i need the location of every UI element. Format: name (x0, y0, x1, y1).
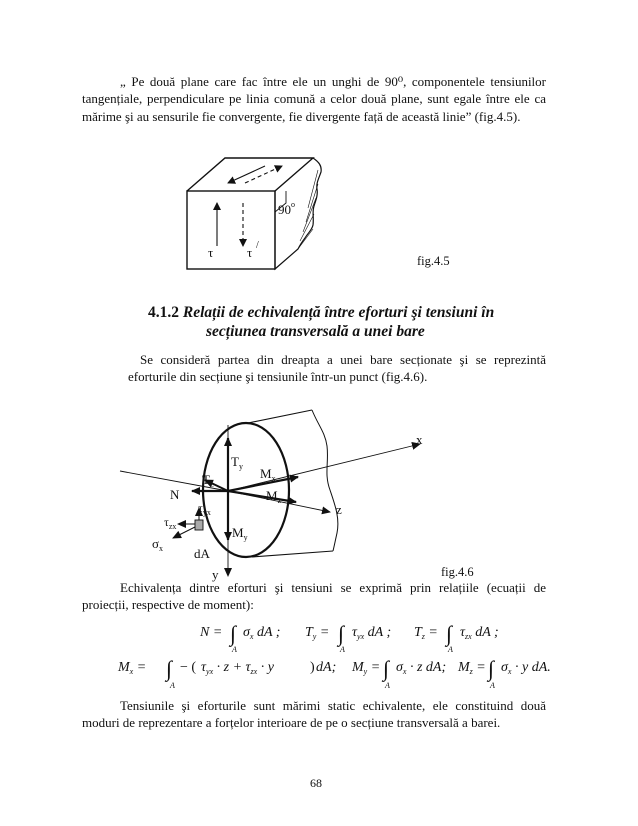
tau-zx-label: $\tau_{zx}$ (164, 515, 177, 531)
my-label: $M_y$ (232, 525, 248, 542)
svg-text:σx dA ;: $\sigma_x$ dA ; (243, 625, 281, 641)
svg-text:Tz =: $T_z$ = (414, 625, 438, 641)
svg-text:σx · y dA.: $\sigma_x \cdot y$ dA. (501, 660, 551, 676)
paragraph-intro-text: „ Pe două plane care fac între ele un unghi de 90⁰, componentele tensiunilor tangențiale, perpendiculare pe linia comună a celor două plane, sunt egale între ele ca mărime şi au sensurile fie convergente, fie divergente față de această linie” (fig.4.5). (82, 74, 546, 124)
n-label: N (170, 487, 180, 502)
page-number: 68 (310, 776, 322, 790)
svg-text:∫: ∫ (338, 621, 345, 646)
svg-text:∫: ∫ (383, 656, 390, 681)
svg-text:Mx =: $M_x$ = (118, 660, 147, 676)
y-axis-label: y (212, 567, 219, 582)
svg-text:Ty =: $T_y$ = (305, 625, 330, 641)
svg-text:τyx dA ;: $\tau_{yx}$ dA ; (352, 625, 392, 641)
svg-text:∫: ∫ (446, 621, 453, 646)
svg-text:∫: ∫ (230, 621, 237, 646)
tau-right-prime: / (256, 240, 259, 251)
paragraph-setup-text: Se consideră partea din dreapta a unei bare secționate şi se reprezintă eforturile din secțiune şi tensiunile într-un punct (fig.4.6). (128, 352, 546, 385)
paragraph-conclusion-text: Tensiunile şi eforturile sunt mărimi static echivalente, ele constituind două moduri de reprezentare a forțelor interioare de pe o secțiune transversală a barei. (82, 698, 546, 731)
svg-text:N =: N = (200, 625, 223, 640)
section-title-line1: Relații de echivalență între eforturi şi tensiuni în (182, 304, 495, 321)
x-axis-label: x (416, 432, 423, 447)
svg-text:A: A (385, 681, 390, 690)
svg-text:σx · z dA;: $\sigma_x \cdot z$ dA; (396, 660, 447, 676)
svg-text:− (: − ( (180, 660, 197, 675)
svg-text:A: A (490, 681, 495, 690)
tau-right-label: τ (247, 245, 253, 260)
svg-text:dA;: dA; (316, 660, 337, 675)
angle-label: 90$^o$ (278, 200, 295, 217)
svg-text:τzx dA ;: $\tau_{zx}$ dA ; (460, 625, 499, 641)
figure-4-5-caption: fig.4.5 (417, 254, 450, 268)
tau-left-label: τ (208, 245, 214, 260)
mx-label: $M_x$ (260, 466, 276, 483)
svg-text:My =: $M_y$ = (352, 660, 381, 676)
mz-label: $M_z$ (266, 488, 282, 505)
svg-text:): ) (310, 660, 315, 675)
tau-yx-label: $\tau_{yx}$ (198, 501, 211, 517)
z-axis-label: z (336, 502, 342, 517)
svg-text:A: A (170, 681, 175, 690)
section-title-line2: secțiunea transversală a unei bare (206, 323, 425, 340)
svg-text:∫: ∫ (166, 656, 173, 681)
da-label: dA (194, 546, 210, 561)
paragraph-equivalence-text: Echivalența dintre eforturi şi tensiuni se exprimă prin relațiile (ecuații de proiecții, respective de moment): (82, 580, 546, 613)
svg-text:Mz =: $M_z$ = (458, 660, 486, 676)
ty-label: $T_y$ (231, 454, 243, 471)
svg-text:τyx · z + τzx · y: $\tau_{yx} \cdot z + \tau_{zx} \cdot y$ (201, 660, 274, 676)
svg-text:∫: ∫ (488, 656, 495, 681)
paragraph-conclusion (82, 697, 546, 732)
section-number: 4.1.2 (148, 304, 179, 321)
tz-label: $T_z$ (202, 472, 214, 489)
svg-text:A: A (340, 645, 345, 654)
sigma-x-label: $\sigma_x$ (152, 536, 164, 553)
figure-4-6-caption: fig.4.6 (441, 565, 474, 579)
svg-text:A: A (448, 645, 453, 654)
svg-text:A: A (232, 645, 237, 654)
